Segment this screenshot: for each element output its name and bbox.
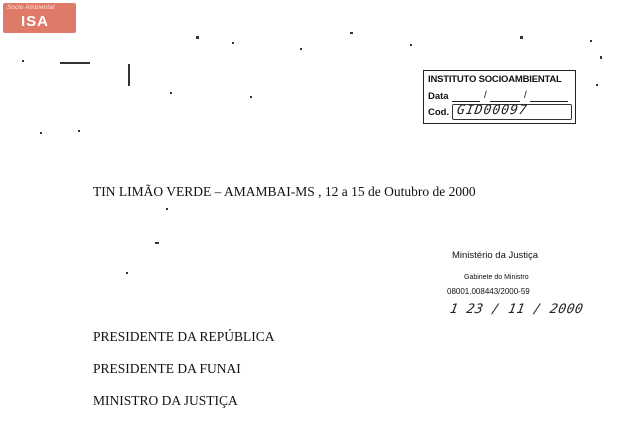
protocol-number: 08001.008443/2000-59: [447, 287, 530, 296]
ministry-stamp-cabinet: Gabinete do Ministro: [464, 274, 529, 281]
stamp-title: INSTITUTO SOCIOAMBIENTAL: [428, 74, 562, 85]
stamp-code-value: GID00097: [455, 103, 529, 118]
stamp-date-slash: /: [524, 90, 527, 101]
stamp-date-slash: /: [484, 90, 487, 101]
recipient-line: PRESIDENTE DA FUNAI: [93, 361, 241, 376]
received-date: 1 23 / 11 / 2000: [448, 302, 585, 317]
archive-stamp: [423, 70, 576, 124]
logo-wordmark: ISA: [21, 13, 50, 30]
isa-logo: [3, 3, 76, 33]
ministry-stamp-title: Ministério da Justiça: [452, 250, 539, 261]
recipient-line: PRESIDENTE DA REPÚBLICA: [93, 329, 275, 344]
stamp-date-line: [530, 101, 568, 102]
stamp-code-label: Cod.: [428, 107, 450, 118]
document-heading: TIN LIMÃO VERDE – AMAMBAI-MS , 12 a 15 de Outubro de 2000: [93, 184, 476, 199]
stamp-date-label: Data: [428, 91, 449, 102]
logo-subtitle: Socio Ambiental: [7, 5, 55, 11]
stamp-date-line: [490, 101, 520, 102]
recipient-line: MINISTRO DA JUSTIÇA: [93, 393, 238, 408]
stamp-date-line: [452, 101, 480, 102]
